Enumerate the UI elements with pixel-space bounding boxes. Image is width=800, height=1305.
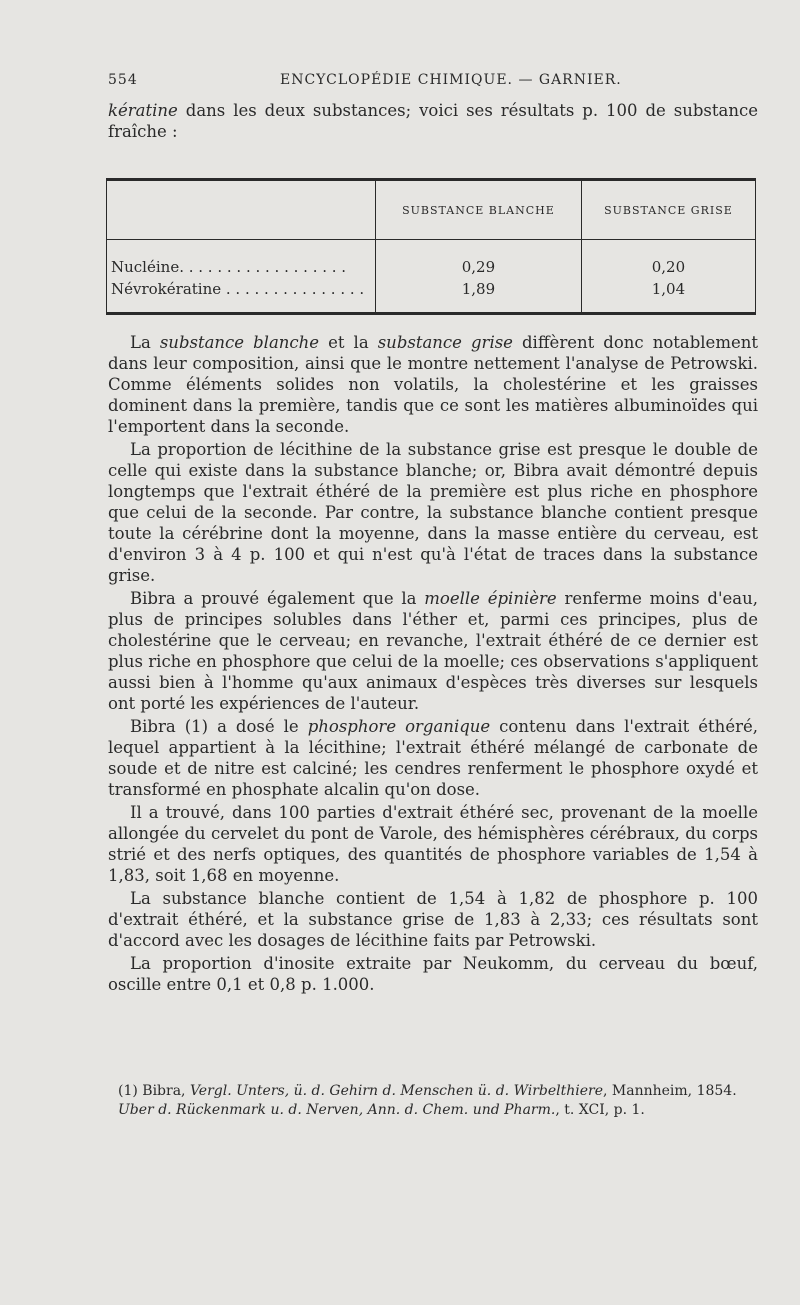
row-label-nevrokeratine: Névrokératine . . . . . . . . . . . . . . . [111,280,365,298]
table-row [107,240,756,279]
p1-a: La [130,333,160,352]
p1-italic-1: substance blanche [159,333,320,352]
paragraph-4 [108,716,758,800]
page-number: 554 [108,72,138,88]
table-row [107,278,756,314]
p1-c: et la [319,333,378,352]
p3-a: Bibra a prouvé également que la [130,589,425,608]
paragraph-7: La proportion d'inosite extraite par Neukomm, du cerveau du bœuf, oscille entre 0,1 et 0,8 p. 1.000. [108,954,758,994]
table-header-blank [107,180,376,240]
running-head [108,72,768,96]
cell-nucleine-blanche: 0,29 [376,240,582,279]
intro-rest: dans les deux substances; voici ses résultats p. 100 de substance fraîche : [108,101,758,141]
cell-nevrokeratine-blanche: 1,89 [376,278,582,314]
cell-nevrokeratine-grise: 1,04 [581,278,755,314]
col-header-blanche: SUBSTANCE BLANCHE [376,180,582,240]
p3-italic: moelle épinière [424,589,557,608]
footnote-italic-1: Vergl. Unters, ü. d. Gehirn d. Menschen ü. d. Wirbelthiere [189,1083,603,1099]
footnote [118,1082,758,1120]
body-text [108,332,758,997]
footnote-a: (1) Bibra, [118,1083,190,1099]
p4-a: Bibra (1) a dosé le [130,717,308,736]
paragraph-5: Il a trouvé, dans 100 parties d'extrait éthéré sec, provenant de la moelle allongée du cervelet du pont de Varole, des hémisphères cérébraux, du corps strié et des nerfs optiques, des quantités de phosphore variables de 1,54 à 1,83, soit 1,68 en moyenne. [108,803,758,885]
paragraph-6: La substance blanche contient de 1,54 à 1,82 de phosphore p. 100 d'extrait éthéré, et la substance grise de 1,83 à 2,33; ces résultats sont d'accord avec les dosages de lécithine faits par Petrowski. [108,889,758,950]
intro-text [108,100,758,144]
p1-italic-2: substance grise [377,333,513,352]
p4-c: contenu dans l'extrait éthéré, lequel appartient à la lécithine; l'extrait éthéré mélangé de carbonate de soude et de nitre est calciné; les cendres renferment le phosphore oxydé et transformé en phosphate alcalin qu'on dose. [108,717,758,799]
paragraph-2: La proportion de lécithine de la substance grise est presque le double de celle qui existe dans la substance blanche; or, Bibra avait démontré depuis longtemps que l'extrait éthéré de la première est plus riche en phosphore que celui de la seconde. Par contre, la substance blanche contient presque toute la cérébrine dont la moyenne, dans la masse entière du cerveau, est d'environ 3 à 4 p. 100 et qui n'est qu'à l'état de traces dans la substance grise. [108,440,758,585]
col-header-grise: SUBSTANCE GRISE [581,180,755,240]
footnote-c: , Mannheim, 1854. [603,1083,737,1099]
table-header-row [107,180,756,240]
paragraph-1 [108,332,758,437]
p1-e: diffèrent donc notablement dans leur composition, ainsi que le montre nettement l'analyse de Petrowski. Comme éléments solides non volatils, la cholestérine et les graisses dominent dans la première, tandis que ce sont les matières albuminoïdes qui l'emportent dans la seconde. [108,333,758,436]
footnote-italic-2: Uber d. Rückenmark u. d. Nerven, Ann. d. Chem. und Pharm. [118,1102,556,1118]
p4-italic: phosphore organique [307,717,491,736]
intro-italic: kératine [108,101,178,120]
footnote-e: , t. XCI, p. 1. [555,1102,645,1118]
paragraph-3 [108,588,758,714]
cell-nucleine-grise: 0,20 [581,240,755,279]
p3-c: renferme moins d'eau, plus de principes solubles dans l'éther et, parmi ces principes, plus de cholestérine que le cerveau; en revanche, l'extrait éthéré de ce dernier est plus riche en phosphore que celui de la moelle; ces observations s'appliquent aussi bien à l'homme qu'aux animaux d'espèces très diverses sur lesquels ont porté les expériences de l'auteur. [108,589,758,713]
composition-table [106,178,756,315]
running-title: ENCYCLOPÉDIE CHIMIQUE. — GARNIER. [280,72,622,88]
row-label-nucleine: Nucléine. . . . . . . . . . . . . . . . . . [111,258,347,276]
